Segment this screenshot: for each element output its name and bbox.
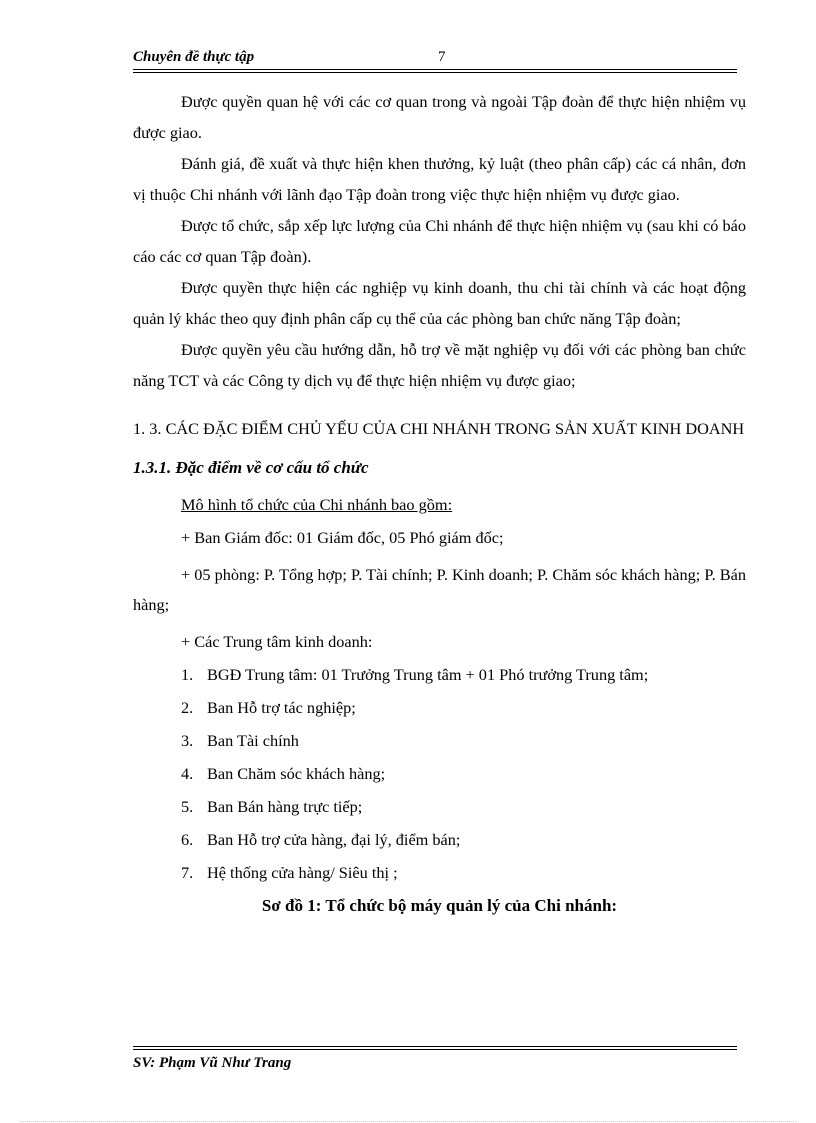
list-text: BGĐ Trung tâm: 01 Trưởng Trung tâm + 01 Phó trưởng Trung tâm; [207,665,649,684]
list-text: Ban Chăm sóc khách hàng; [207,764,386,783]
paragraph: Được quyền thực hiện các nghiệp vụ kinh doanh, thu chi tài chính và các hoạt động quản lý khác theo quy định phân cấp cụ thể của các phòng ban chức năng Tập đoàn; [133,278,746,328]
list-item [181,730,746,752]
page-edge [20,1121,796,1122]
paragraph: Được quyền yêu cầu hướng dẫn, hỗ trợ về mặt nghiệp vụ đối với các phòng ban chức năng TCT và các Công ty dịch vụ để thực hiện nhiệm vụ được giao; [133,340,746,390]
header-rule-double [133,72,737,73]
list-text: Ban Hỗ trợ tác nghiệp; [207,698,356,717]
list-item [181,796,746,818]
page-number: 7 [438,49,446,65]
list-number: 7. [181,863,194,882]
list-item [181,763,746,785]
departments-line: + 05 phòng: P. Tổng hợp; P. Tài chính; P. Kinh doanh; P. Chăm sóc khách hàng; P. Bán hàng; [133,565,746,614]
list-text: Ban Hỗ trợ cửa hàng, đại lý, điểm bán; [207,830,461,849]
centers-list [133,664,746,884]
paragraph: Được quyền quan hệ với các cơ quan trong và ngoài Tập đoàn để thực hiện nhiệm vụ được giao. [133,92,746,142]
list-number: 5. [181,797,194,816]
paragraph: Được tổ chức, sắp xếp lực lượng của Chi nhánh để thực hiện nhiệm vụ (sau khi có báo cáo các cơ quan Tập đoàn). [133,216,746,266]
list-item [181,664,746,686]
header-title: Chuyên đề thực tập [133,49,255,65]
list-number: 6. [181,830,194,849]
list-text: Ban Bán hàng trực tiếp; [207,797,363,816]
list-number: 4. [181,764,194,783]
list-text: Hệ thống cửa hàng/ Siêu thị ; [207,863,398,882]
model-intro [133,494,746,516]
list-number: 3. [181,731,194,750]
subsection-heading: 1.3.1. Đặc điểm về cơ cấu tổ chức [133,458,369,477]
list-item [181,829,746,851]
model-intro-text: Mô hình tổ chức của Chi nhánh bao gồm: [181,495,453,514]
list-item [181,697,746,719]
footer-rule [133,1046,737,1047]
section-heading: 1. 3. CÁC ĐẶC ĐIỂM CHỦ YẾU CỦA CHI NHÁNH TRONG SẢN XUẤT KINH DOANH [133,419,745,438]
list-number: 2. [181,698,194,717]
page-body [133,86,746,917]
paragraph: Đánh giá, đề xuất và thực hiện khen thưởng, kỷ luật (theo phân cấp) các cá nhân, đơn vị thuộc Chi nhánh với lãnh đạo Tập đoàn trong việc thực hiện nhiệm vụ được giao. [133,154,746,204]
header-rule [133,69,737,70]
centers-intro: + Các Trung tâm kinh doanh: [181,632,373,651]
footer-author: SV: Phạm Vũ Như Trang [133,1055,292,1071]
list-text: Ban Tài chính [207,731,299,750]
list-number: 1. [181,665,194,684]
list-item [181,862,746,884]
board-line: + Ban Giám đốc: 01 Giám đốc, 05 Phó giám đốc; [181,528,504,547]
diagram-title: Sơ đồ 1: Tổ chức bộ máy quản lý của Chi nhánh: [261,896,618,915]
footer-rule-double [133,1049,737,1050]
